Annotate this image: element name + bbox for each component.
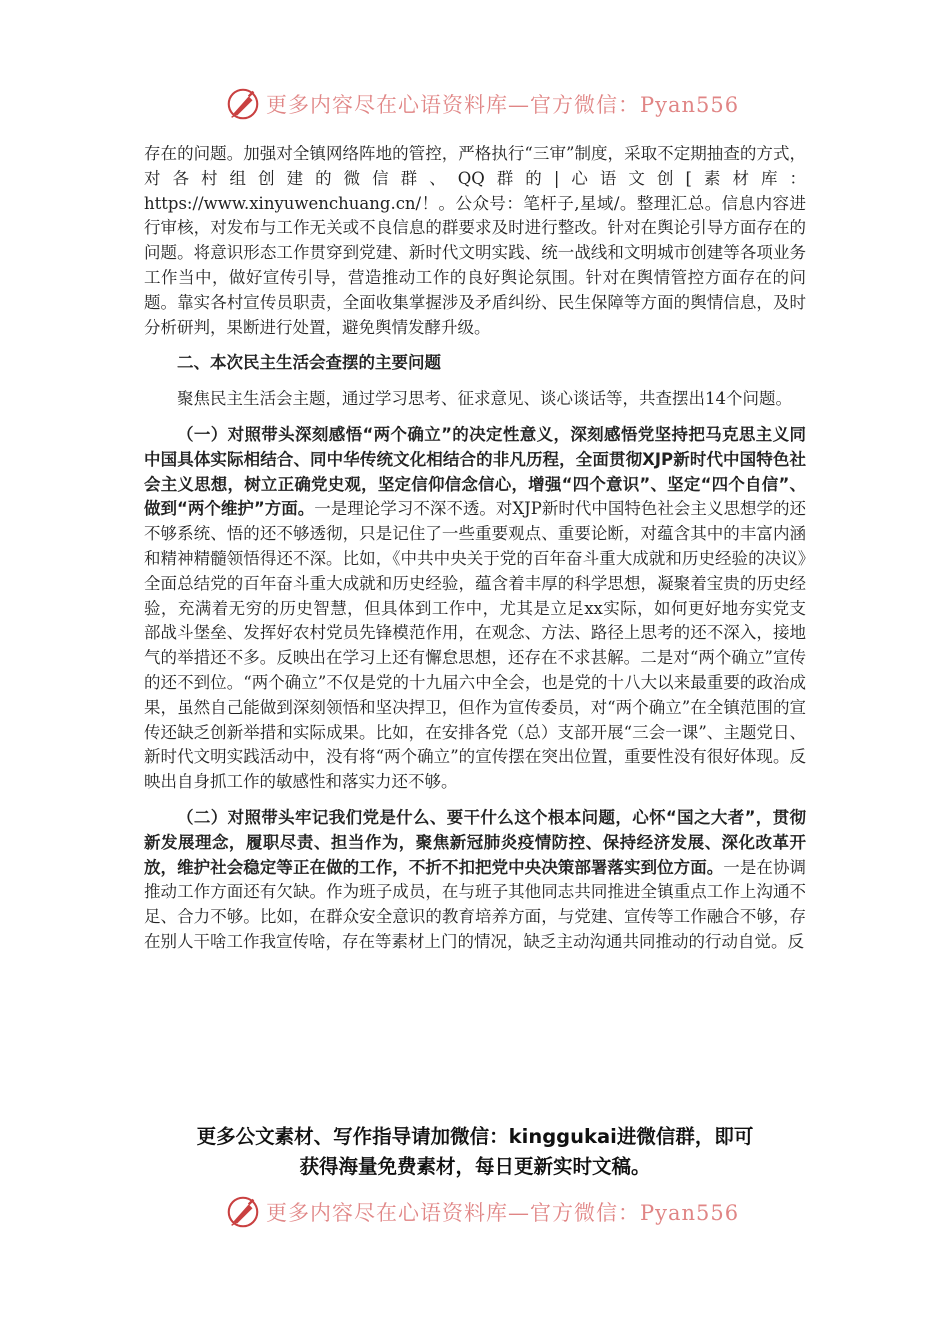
watermark-text: 更多内容尽在心语资料库—官方微信：Pyan556 xyxy=(266,1201,740,1225)
section-heading-2: 二、本次民主生活会查摆的主要问题 xyxy=(177,353,441,373)
paragraph-3 xyxy=(144,423,806,795)
promo-banner xyxy=(100,1122,850,1182)
pen-logo-icon xyxy=(224,85,262,123)
paragraph-4-text: 一是在协调推动工作方面还有欠缺。作为班子成员，在与班子其他同志共同推进全镇重点工作上沟通不足、合力不够。比如，在群众安全意识的教育培养方面，与党建、宣传等工作融合不够，存在别人干啥工作我宣传啥，存在等素材上门的情况，缺乏主动沟通共同推动的行动自觉。反 xyxy=(144,857,807,951)
watermark-footer xyxy=(224,1192,739,1232)
promo-line-1: 更多公文素材、写作指导请加微信：kinggukai进微信群，即可 xyxy=(196,1125,754,1148)
document-body xyxy=(144,142,806,955)
watermark-text: 更多内容尽在心语资料库—官方微信：Pyan556 xyxy=(266,93,740,117)
paragraph-4-heading: （二）对照带头牢记我们党是什么、要干什么这个根本问题，心怀“国之大者”，贯彻新发展理念，履职尽责、担当作为，聚焦新冠肺炎疫情防控、保持经济发展、深化改革开放，维护社会稳定等正在做的工作，不折不扣把党中央决策部署落实到位方面。 xyxy=(144,807,806,877)
paragraph-1: 存在的问题。加强对全镇网络阵地的管控，严格执行“三审”制度，采取不定期抽查的方式，对各村组创建的微信群、QQ群的|心语文创[素材库：https://www.xinyuwenchuang.cn/！。公众号：笔杆子,星域/。整理汇总。信息内容进行审核，对发布与工作无关或不良信息的群要求及时进行整改。针对在舆论引导方面存在的问题。将意识形态工作贯穿到党建、新时代文明实践、统一战线和文明城市创建等各项业务工作当中，做好宣传引导，营造推动工作的良好舆论氛围。针对在舆情管控方面存在的问题。靠实各村宣传员职责，全面收集掌握涉及矛盾纠纷、民生保障等方面的舆情信息，及时分析研判，果断进行处置，避免舆情发酵升级。 xyxy=(144,144,806,337)
pen-logo-icon xyxy=(224,1193,262,1231)
paragraph-3-text: 一是理论学习不深不透。对XJP新时代中国特色社会主义思想学的还不够系统、悟的还不够透彻，只是记住了一些重要观点、重要论断，对蕴含其中的丰富内涵和精神精髓领悟得还不深。比如，《中共中央关于党的百年奋斗重大成就和历史经验的决议》全面总结党的百年奋斗重大成就和历史经验，蕴含着丰厚的科学思想，凝聚着宝贵的历史经验，充满着无穷的历史智慧，但具体到工作中，尤其是立足xx实际，如何更好地夯实党支部战斗堡垒、发挥好农村党员先锋模范作用，在观念、方法、路径上思考的还不深入，接地气的举措还不多。反映出在学习上还有懈怠思想，还存在不求甚解。二是对“两个确立”宣传的还不到位。“两个确立”不仅是党的十九届六中全会，也是党的十八大以来最重要的政治成果，虽然自己能做到深刻领悟和坚决捍卫，但作为宣传委员，对“两个确立”在全镇范围的宣传还缺乏创新举措和实际成果。比如，在安排各党（总）支部开展“三会一课”、主题党日、新时代文明实践活动中，没有将“两个确立”的宣传摆在突出位置，重要性没有很好体现。反映出自身抓工作的敏感性和落实力还不够。 xyxy=(144,499,806,792)
paragraph-4 xyxy=(144,806,806,955)
promo-line-2: 获得海量免费素材，每日更新实时文稿。 xyxy=(299,1155,651,1178)
watermark-header xyxy=(224,84,739,124)
paragraph-2: 聚焦民主生活会主题，通过学习思考、征求意见、谈心谈话等，共查摆出14个问题。 xyxy=(177,389,792,409)
paragraph-3-heading: （一）对照带头深刻感悟“两个确立”的决定性意义，深刻感悟党坚持把马克思主义同中国具体实际相结合、同中华传统文化相结合的非凡历程，全面贯彻XJP新时代中国特色社会主义思想，树立正确党史观，坚定信仰信念信心，增强“四个意识”、坚定“四个自信”、做到“两个维护”方面。 xyxy=(144,424,806,519)
